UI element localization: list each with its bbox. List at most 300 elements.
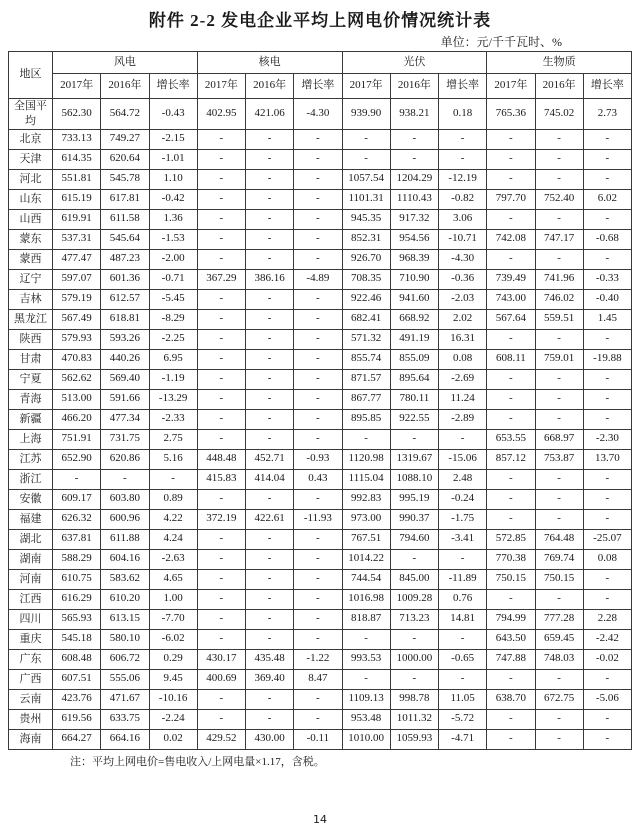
value-cell: - [246, 529, 294, 549]
value-cell: -1.53 [149, 229, 197, 249]
value-cell: - [294, 629, 342, 649]
value-cell: 606.72 [101, 649, 149, 669]
value-cell: 470.83 [53, 349, 101, 369]
value-cell: - [535, 729, 583, 749]
value-cell: -1.22 [294, 649, 342, 669]
value-cell: 917.32 [390, 209, 438, 229]
region-cell: 陕西 [9, 329, 53, 349]
value-cell: 435.48 [246, 649, 294, 669]
value-cell: 753.87 [535, 449, 583, 469]
value-cell: - [197, 489, 245, 509]
value-cell: - [294, 309, 342, 329]
value-cell: 857.12 [487, 449, 535, 469]
value-cell: 11.05 [439, 689, 487, 709]
table-row [9, 609, 632, 629]
value-cell: 653.55 [487, 429, 535, 449]
value-cell: 745.02 [535, 99, 583, 130]
value-cell: 477.47 [53, 249, 101, 269]
value-cell: 941.60 [390, 289, 438, 309]
value-cell: 668.92 [390, 309, 438, 329]
value-cell: 0.18 [439, 99, 487, 130]
value-cell: -7.70 [149, 609, 197, 629]
value-cell: 637.81 [53, 529, 101, 549]
value-cell: - [246, 709, 294, 729]
region-cell: 广东 [9, 649, 53, 669]
table-row [9, 329, 632, 349]
value-cell: - [487, 409, 535, 429]
value-cell: - [487, 389, 535, 409]
value-cell: 1011.32 [390, 709, 438, 729]
value-cell: 2.28 [583, 609, 631, 629]
value-cell: 612.57 [101, 289, 149, 309]
value-cell: 14.81 [439, 609, 487, 629]
value-cell: 603.80 [101, 489, 149, 509]
value-cell: -0.65 [439, 649, 487, 669]
value-cell: 583.62 [101, 569, 149, 589]
footnote: 注：平均上网电价=售电收入/上网电量×1.17，含税。 [70, 755, 325, 768]
value-cell: 608.48 [53, 649, 101, 669]
value-cell: -1.19 [149, 369, 197, 389]
value-cell: 633.75 [101, 709, 149, 729]
value-cell: - [487, 669, 535, 689]
value-cell: - [246, 349, 294, 369]
value-cell: 664.27 [53, 729, 101, 749]
value-cell: -2.15 [149, 129, 197, 149]
value-cell: - [197, 689, 245, 709]
value-cell: - [294, 169, 342, 189]
value-cell: 672.75 [535, 689, 583, 709]
value-cell: - [246, 129, 294, 149]
value-cell: - [487, 469, 535, 489]
sub-header-2016: 2016年 [535, 74, 583, 99]
value-cell: -5.45 [149, 289, 197, 309]
table-row [9, 489, 632, 509]
value-cell: 513.00 [53, 389, 101, 409]
value-cell: - [197, 709, 245, 729]
value-cell: -2.63 [149, 549, 197, 569]
value-cell: 562.62 [53, 369, 101, 389]
value-cell: 448.48 [197, 449, 245, 469]
value-cell: - [197, 529, 245, 549]
value-cell: -4.30 [294, 99, 342, 130]
value-cell: 545.64 [101, 229, 149, 249]
value-cell: 741.96 [535, 269, 583, 289]
value-cell: - [197, 289, 245, 309]
value-cell: - [342, 149, 390, 169]
value-cell: - [487, 169, 535, 189]
value-cell: -3.41 [439, 529, 487, 549]
value-cell: -0.42 [149, 189, 197, 209]
value-cell: - [487, 729, 535, 749]
value-cell: - [294, 329, 342, 349]
value-cell: - [535, 509, 583, 529]
value-cell: 926.70 [342, 249, 390, 269]
sub-header-growth: 增长率 [149, 74, 197, 99]
value-cell: -0.33 [583, 269, 631, 289]
sub-header-2016: 2016年 [101, 74, 149, 99]
value-cell: 471.67 [101, 689, 149, 709]
value-cell: 659.45 [535, 629, 583, 649]
value-cell: 422.61 [246, 509, 294, 529]
value-cell: - [294, 249, 342, 269]
value-cell: 421.06 [246, 99, 294, 130]
value-cell: 1088.10 [390, 469, 438, 489]
table-row [9, 149, 632, 169]
value-cell: 579.93 [53, 329, 101, 349]
value-cell: 713.23 [390, 609, 438, 629]
region-cell: 宁夏 [9, 369, 53, 389]
value-cell: -0.68 [583, 229, 631, 249]
value-cell: - [197, 429, 245, 449]
sub-header-2016: 2016年 [390, 74, 438, 99]
value-cell: 1000.00 [390, 649, 438, 669]
value-cell: 818.87 [342, 609, 390, 629]
value-cell: 638.70 [487, 689, 535, 709]
value-cell: - [246, 309, 294, 329]
value-cell: 1009.28 [390, 589, 438, 609]
value-cell: 562.30 [53, 99, 101, 130]
value-cell: 1.00 [149, 589, 197, 609]
value-cell: - [246, 169, 294, 189]
value-cell: 429.52 [197, 729, 245, 749]
value-cell: - [53, 469, 101, 489]
value-cell: - [246, 409, 294, 429]
value-cell: 938.21 [390, 99, 438, 130]
value-cell: 555.06 [101, 669, 149, 689]
value-cell: - [583, 389, 631, 409]
region-cell: 江苏 [9, 449, 53, 469]
value-cell: -2.69 [439, 369, 487, 389]
table-row [9, 629, 632, 649]
value-cell: 871.57 [342, 369, 390, 389]
value-cell: -25.07 [583, 529, 631, 549]
value-cell: -0.40 [583, 289, 631, 309]
region-cell: 上海 [9, 429, 53, 449]
value-cell: 0.76 [439, 589, 487, 609]
region-cell: 蒙西 [9, 249, 53, 269]
value-cell: 742.08 [487, 229, 535, 249]
value-cell: 415.83 [197, 469, 245, 489]
value-cell: 750.15 [487, 569, 535, 589]
value-cell: -4.89 [294, 269, 342, 289]
sub-header-2017: 2017年 [197, 74, 245, 99]
value-cell: 2.73 [583, 99, 631, 130]
value-cell: - [294, 689, 342, 709]
value-cell: 611.88 [101, 529, 149, 549]
value-cell: 607.51 [53, 669, 101, 689]
value-cell: - [197, 329, 245, 349]
value-cell: 954.56 [390, 229, 438, 249]
value-cell: 643.50 [487, 629, 535, 649]
table-row [9, 729, 632, 749]
region-cell: 全国平均 [9, 99, 53, 130]
region-cell: 海南 [9, 729, 53, 749]
table-row [9, 509, 632, 529]
value-cell: 664.16 [101, 729, 149, 749]
value-cell: 620.64 [101, 149, 149, 169]
value-cell: 477.34 [101, 409, 149, 429]
value-cell: - [294, 529, 342, 549]
value-cell: - [535, 249, 583, 269]
value-cell: 551.81 [53, 169, 101, 189]
value-cell: 1109.13 [342, 689, 390, 709]
value-cell: - [294, 389, 342, 409]
value-cell: 797.70 [487, 189, 535, 209]
value-cell: 626.32 [53, 509, 101, 529]
value-cell: 604.16 [101, 549, 149, 569]
value-cell: 11.24 [439, 389, 487, 409]
table-row [9, 249, 632, 269]
table-row [9, 169, 632, 189]
table-row [9, 549, 632, 569]
table-row [9, 689, 632, 709]
value-cell: - [535, 469, 583, 489]
page-number: 14 [313, 813, 327, 826]
value-cell: - [197, 229, 245, 249]
value-cell: 5.16 [149, 449, 197, 469]
value-cell: - [197, 389, 245, 409]
value-cell: 610.20 [101, 589, 149, 609]
value-cell: - [197, 569, 245, 589]
table-row [9, 449, 632, 469]
value-cell: - [583, 409, 631, 429]
value-cell: 567.49 [53, 309, 101, 329]
region-cell: 江西 [9, 589, 53, 609]
value-cell: 601.36 [101, 269, 149, 289]
value-cell: 567.64 [487, 309, 535, 329]
value-cell: 13.70 [583, 449, 631, 469]
region-cell: 浙江 [9, 469, 53, 489]
price-table [8, 51, 632, 750]
value-cell: 386.16 [246, 269, 294, 289]
value-cell: -2.33 [149, 409, 197, 429]
value-cell: 613.15 [101, 609, 149, 629]
value-cell: - [197, 549, 245, 569]
value-cell: - [583, 509, 631, 529]
value-cell: 564.72 [101, 99, 149, 130]
value-cell: - [535, 169, 583, 189]
value-cell: - [439, 629, 487, 649]
table-row [9, 709, 632, 729]
table-row [9, 309, 632, 329]
value-cell: -12.19 [439, 169, 487, 189]
value-cell: 565.93 [53, 609, 101, 629]
value-cell: - [583, 329, 631, 349]
value-cell: - [342, 429, 390, 449]
value-cell: - [535, 369, 583, 389]
value-cell: - [583, 149, 631, 169]
value-cell: 614.35 [53, 149, 101, 169]
table-row [9, 129, 632, 149]
value-cell: - [390, 549, 438, 569]
table-row [9, 209, 632, 229]
value-cell: 1016.98 [342, 589, 390, 609]
value-cell: 579.19 [53, 289, 101, 309]
value-cell: - [294, 229, 342, 249]
region-cell: 天津 [9, 149, 53, 169]
value-cell: 990.37 [390, 509, 438, 529]
value-cell: - [197, 149, 245, 169]
value-cell: -2.30 [583, 429, 631, 449]
value-cell: 0.08 [439, 349, 487, 369]
value-cell: - [197, 189, 245, 209]
table-body [9, 99, 632, 750]
sub-header-2017: 2017年 [342, 74, 390, 99]
value-cell: - [439, 669, 487, 689]
value-cell: - [197, 249, 245, 269]
value-cell: - [294, 609, 342, 629]
table-row [9, 529, 632, 549]
value-cell: - [246, 189, 294, 209]
value-cell: - [101, 469, 149, 489]
value-cell: - [487, 589, 535, 609]
value-cell: -8.29 [149, 309, 197, 329]
value-cell: 4.22 [149, 509, 197, 529]
value-cell: - [535, 489, 583, 509]
value-cell: 746.02 [535, 289, 583, 309]
region-column-header: 地区 [9, 52, 53, 99]
value-cell: - [390, 429, 438, 449]
value-cell: 2.48 [439, 469, 487, 489]
value-cell: 682.41 [342, 309, 390, 329]
value-cell: - [294, 569, 342, 589]
value-cell: 895.64 [390, 369, 438, 389]
value-cell: 608.11 [487, 349, 535, 369]
value-cell: -13.29 [149, 389, 197, 409]
value-cell: - [535, 389, 583, 409]
value-cell: - [583, 489, 631, 509]
value-cell: 777.28 [535, 609, 583, 629]
value-cell: 452.71 [246, 449, 294, 469]
value-cell: -0.24 [439, 489, 487, 509]
table-row [9, 349, 632, 369]
value-cell: - [294, 589, 342, 609]
value-cell: 3.06 [439, 209, 487, 229]
value-cell: - [294, 429, 342, 449]
value-cell: - [342, 129, 390, 149]
table-row [9, 229, 632, 249]
page-title: 附件 2-2 发电企业平均上网电价情况统计表 [148, 11, 492, 30]
value-cell: 545.18 [53, 629, 101, 649]
value-cell: 487.23 [101, 249, 149, 269]
value-cell: -0.93 [294, 449, 342, 469]
region-cell: 蒙东 [9, 229, 53, 249]
value-cell: - [246, 229, 294, 249]
value-cell: -0.11 [294, 729, 342, 749]
value-cell: 610.75 [53, 569, 101, 589]
sub-header-growth: 增长率 [583, 74, 631, 99]
unit-label: 单位：元/千千瓦时、% [440, 35, 562, 49]
region-cell: 河南 [9, 569, 53, 589]
value-cell: -2.00 [149, 249, 197, 269]
value-cell: - [342, 629, 390, 649]
value-cell: 1057.54 [342, 169, 390, 189]
value-cell: 953.48 [342, 709, 390, 729]
value-cell: 992.83 [342, 489, 390, 509]
value-cell: - [294, 369, 342, 389]
value-cell: 4.65 [149, 569, 197, 589]
value-cell: 571.32 [342, 329, 390, 349]
value-cell: - [487, 489, 535, 509]
value-cell: -11.93 [294, 509, 342, 529]
value-cell: - [535, 589, 583, 609]
value-cell: - [246, 289, 294, 309]
value-cell: - [487, 509, 535, 529]
value-cell: 743.00 [487, 289, 535, 309]
value-cell: - [246, 149, 294, 169]
value-cell: 9.45 [149, 669, 197, 689]
value-cell: - [583, 729, 631, 749]
value-cell: 16.31 [439, 329, 487, 349]
value-cell: - [246, 629, 294, 649]
value-cell: 652.90 [53, 449, 101, 469]
value-cell: - [246, 689, 294, 709]
region-cell: 黑龙江 [9, 309, 53, 329]
region-cell: 福建 [9, 509, 53, 529]
table-row [9, 469, 632, 489]
table-row [9, 649, 632, 669]
value-cell: 922.55 [390, 409, 438, 429]
value-cell: 855.09 [390, 349, 438, 369]
value-cell: 440.26 [101, 349, 149, 369]
value-cell: 593.26 [101, 329, 149, 349]
value-cell: - [390, 629, 438, 649]
region-cell: 湖北 [9, 529, 53, 549]
value-cell: 580.10 [101, 629, 149, 649]
value-cell: 739.49 [487, 269, 535, 289]
value-cell: 1101.31 [342, 189, 390, 209]
value-cell: 770.38 [487, 549, 535, 569]
value-cell: 744.54 [342, 569, 390, 589]
value-cell: -6.02 [149, 629, 197, 649]
sub-header-2016: 2016年 [246, 74, 294, 99]
value-cell: - [487, 129, 535, 149]
value-cell: 491.19 [390, 329, 438, 349]
value-cell: 855.74 [342, 349, 390, 369]
value-cell: 973.00 [342, 509, 390, 529]
group-header-biomass: 生物质 [487, 52, 632, 74]
value-cell: - [294, 209, 342, 229]
value-cell: - [487, 149, 535, 169]
value-cell: - [197, 169, 245, 189]
value-cell: - [487, 209, 535, 229]
value-cell: 767.51 [342, 529, 390, 549]
value-cell: 545.78 [101, 169, 149, 189]
value-cell: - [390, 149, 438, 169]
region-cell: 山东 [9, 189, 53, 209]
value-cell: 619.91 [53, 209, 101, 229]
table-row [9, 289, 632, 309]
value-cell: - [390, 669, 438, 689]
sub-header-growth: 增长率 [294, 74, 342, 99]
region-cell: 重庆 [9, 629, 53, 649]
value-cell: 0.02 [149, 729, 197, 749]
value-cell: 852.31 [342, 229, 390, 249]
value-cell: 616.29 [53, 589, 101, 609]
value-cell: - [197, 609, 245, 629]
value-cell: 939.90 [342, 99, 390, 130]
value-cell: 1319.67 [390, 449, 438, 469]
value-cell: 751.91 [53, 429, 101, 449]
table-header-sub-row [9, 74, 632, 99]
value-cell: -2.03 [439, 289, 487, 309]
value-cell: - [197, 309, 245, 329]
region-cell: 广西 [9, 669, 53, 689]
value-cell: - [294, 289, 342, 309]
value-cell: - [439, 429, 487, 449]
value-cell: 597.07 [53, 269, 101, 289]
value-cell: 1204.29 [390, 169, 438, 189]
